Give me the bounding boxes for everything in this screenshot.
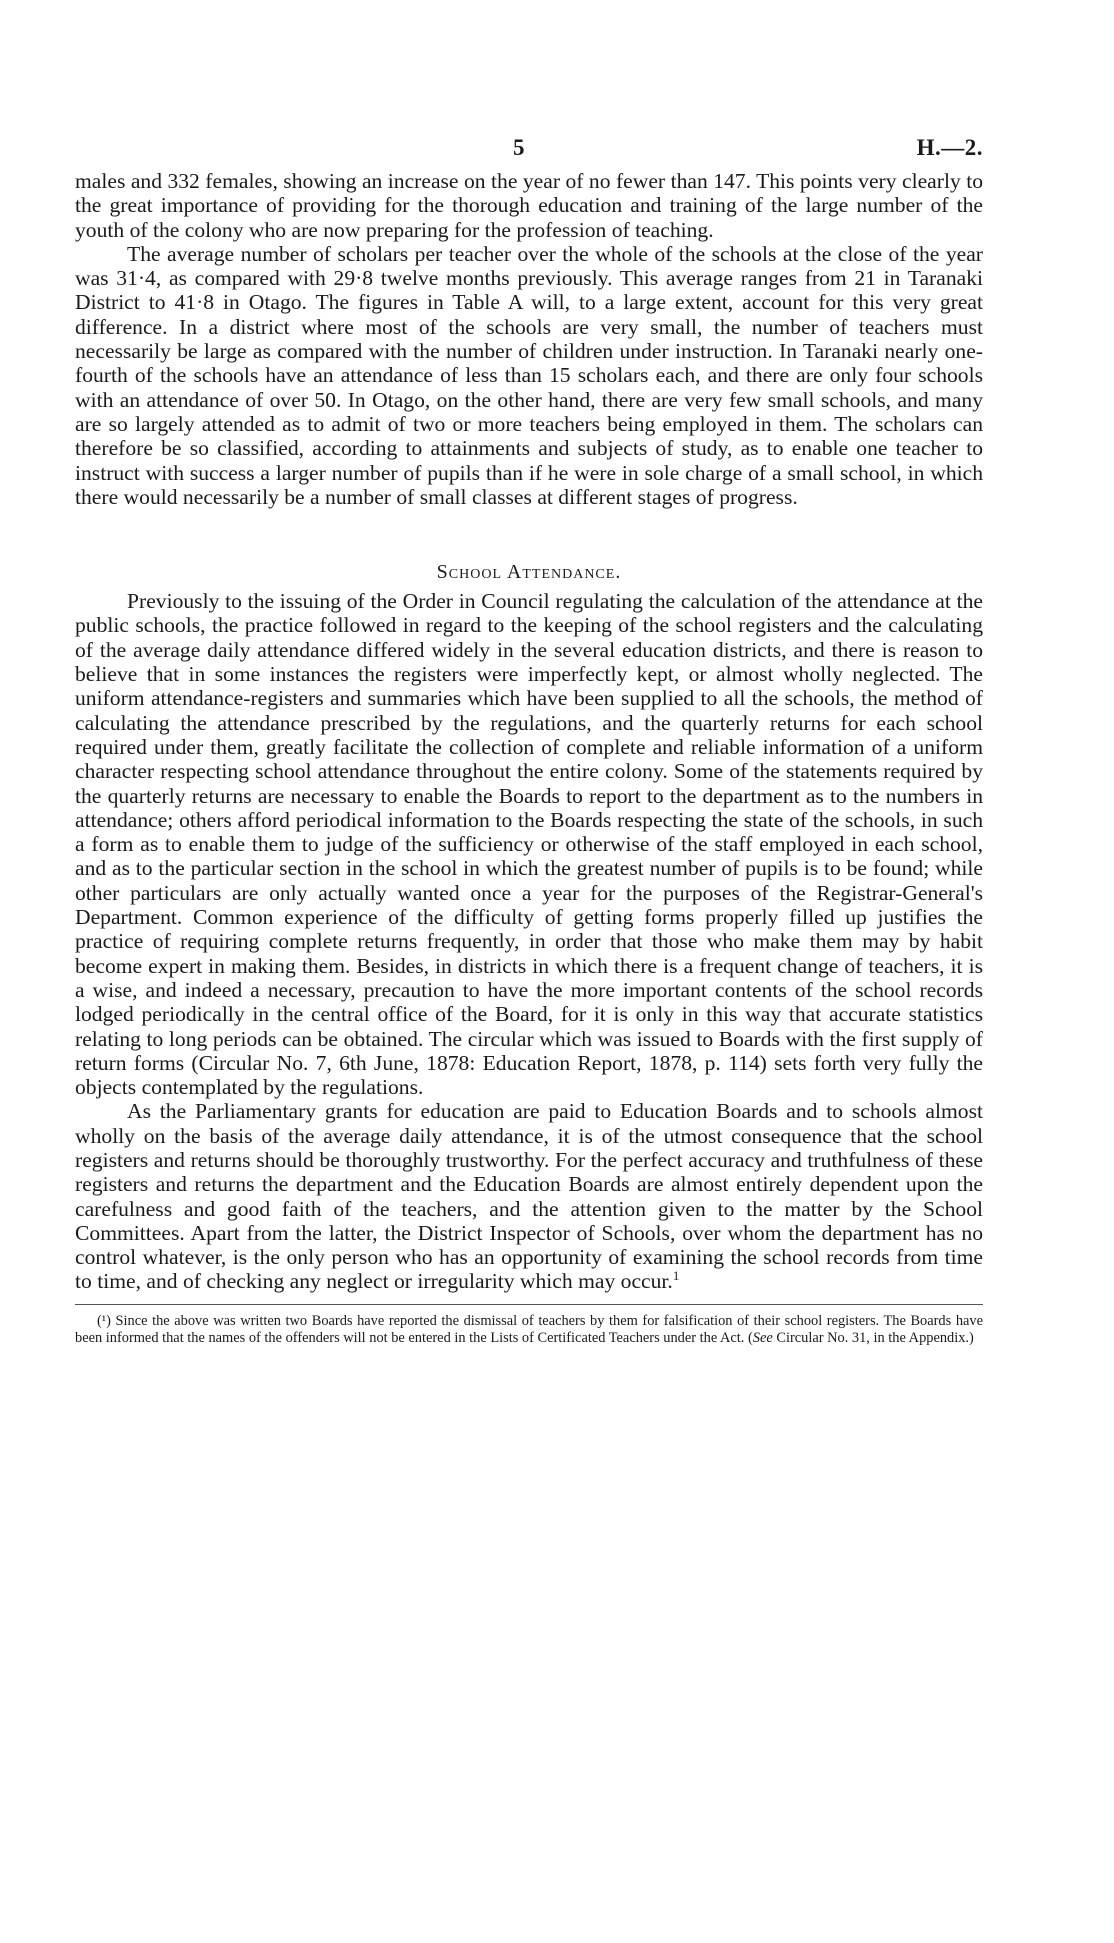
paragraph-parliamentary-grants-text: As the Parliamentary grants for education are paid to Education Boards and to schools almost wholly on the basis of the average daily attendance, it is of the utmost consequence that the school registers and returns should be thoroughly trustworthy. For the perfect accuracy and truthfulness of these registers and returns the department and the Education Boards are almost entirely dependent upon the carefulness and good faith of the teachers, and the attention given to the matter by the School Committees. Apart from the latter, the District Inspector of Schools, over whom the department has no control whatever, is the only person who has an opportunity of examining the school records from time to time, and of checking any neglect or irregularity which may occur. — [75, 1099, 983, 1294]
paragraph-order-in-council: Previously to the issuing of the Order in Council regulating the calculation of the attendance at the public schools, the practice followed in regard to the keeping of the school registers and the calculating of the average daily attendance differed widely in the several education districts, and there is reason to believe that in some instances the registers were imperfectly kept, or almost wholly neglected. The uniform attendance-registers and summaries which have been supplied to all the schools, the method of calculating the attendance prescribed by the regulations, and the quarterly returns for each school required under them, greatly facilitate the collection of complete and reliable information of a uniform character respecting school attendance throughout the entire colony. Some of the statements required by the quarterly returns are necessary to enable the Boards to report to the department as to the numbers in attendance; others afford periodical information to the Boards respecting the state of the schools, in such a form as to enable them to judge of the sufficiency or otherwise of the staff employed in each school, and as to the particular section in the school in which the greatest number of pupils is to be found; while other particulars are only actually wanted once a year for the purposes of the Registrar-General's Department. Common experience of the difficulty of getting forms properly filled up justifies the practice of requiring complete returns frequently, in order that those who make them may by habit become expert in making them. Besides, in districts in which there is a frequent change of teachers, it is a wise, and indeed a necessary, precaution to have the more important contents of the school records lodged periodically in the central office of the Board, for it is only in this way that accurate statistics relating to long periods can be obtained. The circular which was issued to Boards with the first supply of return forms (Circular No. 7, 6th June, 1878: Education Report, 1878, p. 114) sets forth very fully the objects contemplated by the regulations. — [75, 589, 983, 1100]
paragraph-parliamentary-grants — [75, 1099, 983, 1293]
paragraph-scholars-per-teacher: The average number of scholars per teacher over the whole of the schools at the close of the year was 31·4, as compared with 29·8 twelve months previously. This average ranges from 21 in Taranaki District to 41·8 in Otago. The figures in Table A will, to a large extent, account for this very great difference. In a district where most of the schools are very small, the number of teachers must necessarily be large as compared with the number of children under instruction. In Taranaki nearly one-fourth of the schools have an attendance of less than 15 scholars each, and there are only four schools with an attendance of over 50. In Otago, on the other hand, there are very few small schools, and many are so largely attended as to admit of two or more teachers being employed in them. The scholars can therefore be so classified, according to attainments and subjects of study, as to enable one teacher to instruct with success a larger number of pupils than if he were in sole charge of a small school, in which there would necessarily be a number of small classes at different stages of progress. — [75, 241, 983, 509]
document-page — [75, 125, 983, 1347]
document-code: H.—2. — [916, 135, 983, 160]
paragraph-continued: males and 332 females, showing an increase on the year of no fewer than 147. This points very clearly to the great importance of providing for the thorough education and training of the large number of the youth of the colony who are now preparing for the profession of teaching. — [75, 169, 983, 242]
section-heading-school-attendance: School Attendance. — [436, 561, 622, 584]
footnote-marker: (¹) — [97, 1312, 111, 1329]
page-number: 5 — [513, 135, 525, 160]
footnote-see-text: Circular No. 31, in the Appendix. — [776, 1329, 970, 1346]
page-header — [75, 125, 983, 169]
footnote: (¹) Since the above was written two Boards have reported the dismissal of teachers by them for falsification of their school registers. The Boards have been informed that the names of the offenders will not be entered in the Lists of Certificated Teachers under the Act. (See Circular No. 31, in the Appendix.) — [75, 1312, 983, 1346]
footnote-see-label: See — [752, 1329, 773, 1346]
footnote-reference: 1 — [672, 1268, 680, 1284]
footnote-divider — [75, 1304, 983, 1305]
footnote-text: Since the above was written two Boards have reported the dismissal of teachers by them for falsification of their school registers. The Boards have been informed that the names of the offenders will not be entered in the Lists of Certificated Teachers under the Act. — [75, 1312, 983, 1346]
